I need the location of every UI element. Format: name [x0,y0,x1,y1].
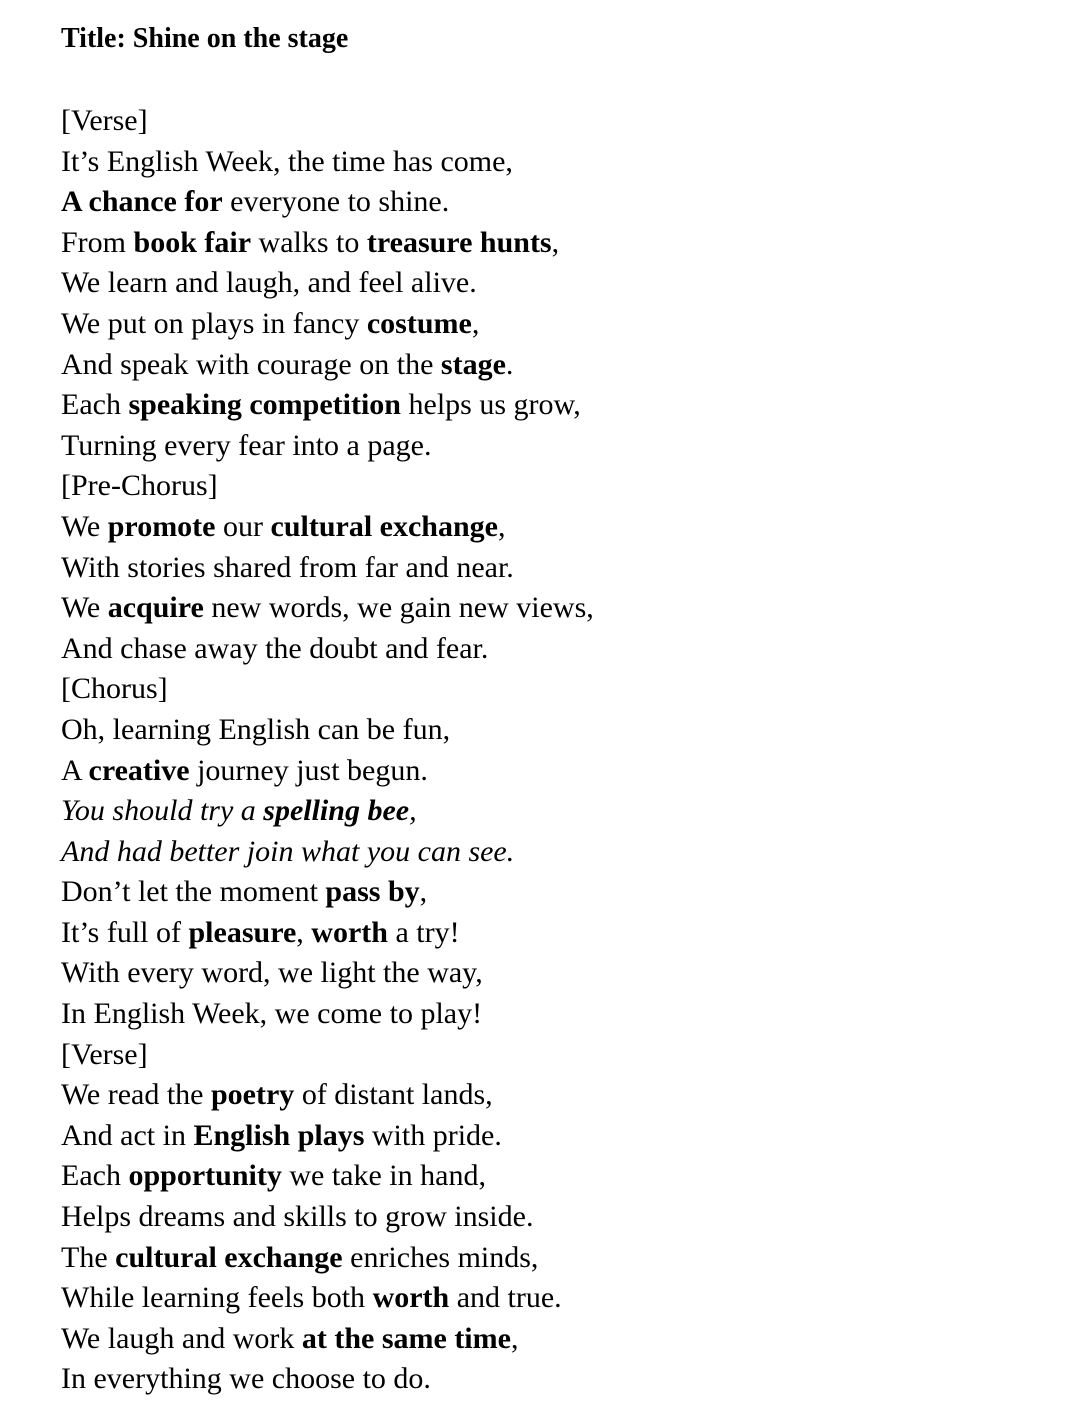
text-line [61,791,1061,832]
text-line [61,1278,1061,1319]
text-run: And had better join what you can see. [61,834,515,868]
text-line [61,1238,1061,1279]
text-line [61,1156,1061,1197]
text-run: new words, we gain new views, [203,591,594,625]
bold-text-run: worth [311,915,388,949]
text-run: , [409,794,417,828]
text-run: Don’t let the moment [61,875,326,909]
text-run: [Verse] [61,1037,148,1071]
text-line [61,1075,1061,1116]
bold-text-run: creative [88,753,190,787]
text-line [61,953,1061,994]
text-run: While learning feels both [61,1281,373,1315]
text-run: We [61,509,108,543]
bold-text-run: spelling bee [263,794,410,828]
text-run: walks to [251,225,367,259]
text-line [61,101,1061,142]
text-run: and true. [449,1281,562,1315]
text-run: helps us grow, [401,388,581,422]
text-run: a try! [387,915,460,949]
text-line [61,629,1061,670]
bold-text-run: acquire [107,591,204,625]
text-run: In everything we choose to do. [61,1362,431,1396]
text-run: And act in [61,1118,194,1152]
text-run: with pride. [364,1118,502,1152]
text-line [61,142,1061,183]
text-line [61,223,1061,264]
text-line [61,832,1061,873]
bold-text-run: costume [366,306,472,340]
text-run: It’s full of [61,915,189,949]
text-line [61,1035,1061,1076]
text-line [61,1116,1061,1157]
text-run: We put on plays in fancy [61,306,367,340]
text-run: Each [61,388,129,422]
text-line [61,994,1061,1035]
text-run: With every word, we light the way, [61,956,483,990]
text-line [61,426,1061,467]
text-line [61,1319,1061,1360]
text-run: Helps dreams and skills to grow inside. [61,1200,534,1234]
text-run: [Verse] [61,104,148,137]
bold-text-run: at the same time [301,1321,511,1355]
text-line [61,304,1061,345]
text-run: , [551,225,560,259]
text-run: of distant lands, [294,1078,493,1112]
text-run: , [419,875,428,909]
text-run: [Chorus] [61,672,168,706]
document-body [61,20,1061,1400]
text-line [61,710,1061,751]
text-line [61,263,1061,304]
document-title: Title: Shine on the stage [61,23,349,54]
text-run: Each [61,1159,129,1193]
text-line [61,466,1061,507]
text-run: Oh, learning English can be fun, [61,712,451,746]
text-run: It’s English Week, the time has come, [61,144,513,178]
text-run: , [471,306,480,340]
text-run: In English Week, we come to play! [61,997,483,1031]
text-run: We [61,591,108,625]
bold-text-run: English plays [193,1118,365,1152]
text-line [61,507,1061,548]
text-line [61,751,1061,792]
bold-text-run: book fair [133,225,252,259]
text-run: A [61,753,89,787]
bold-text-run: cultural exchange [270,509,498,543]
text-run: We learn and laugh, and feel alive. [61,266,477,300]
bold-text-run: worth [372,1281,450,1315]
text-line [61,548,1061,589]
text-line [61,588,1061,629]
text-run: we take in hand, [281,1159,486,1193]
text-run: , [296,915,312,949]
bold-text-run: cultural exchange [115,1240,343,1274]
text-line [61,345,1061,386]
text-run: Turning every fear into a page. [61,428,432,462]
bold-text-run: stage [440,347,506,381]
lyrics-text [61,101,1061,1400]
text-line [61,872,1061,913]
text-run: our [215,509,271,543]
text-run: With stories shared from far and near. [61,550,514,584]
text-run: You should try a [61,794,264,828]
bold-text-run: pleasure [188,915,297,949]
bold-text-run: promote [107,509,216,543]
text-run: From [61,225,134,259]
text-run: [Pre-Chorus] [61,469,218,503]
text-run: , [497,509,506,543]
text-line [61,1359,1061,1400]
text-run: We read the [61,1078,211,1112]
bold-text-run: pass by [325,875,420,909]
text-line [61,182,1061,223]
bold-text-run: A chance for [61,185,223,219]
text-run: And chase away the doubt and fear. [61,631,489,665]
text-run: journey just begun. [189,753,428,787]
text-line [61,385,1061,426]
text-run: , [510,1321,519,1355]
text-run: The [61,1240,116,1274]
text-line [61,1197,1061,1238]
bold-text-run: speaking competition [128,388,401,422]
text-run: everyone to shine. [222,185,450,219]
text-line [61,913,1061,954]
text-line [61,669,1061,710]
text-run: . [505,347,514,381]
text-run: And speak with courage on the [61,347,441,381]
text-run: We laugh and work [61,1321,302,1355]
text-run: enriches minds, [342,1240,539,1274]
bold-text-run: opportunity [128,1159,282,1193]
bold-text-run: treasure hunts [366,225,552,259]
bold-text-run: poetry [211,1078,295,1112]
